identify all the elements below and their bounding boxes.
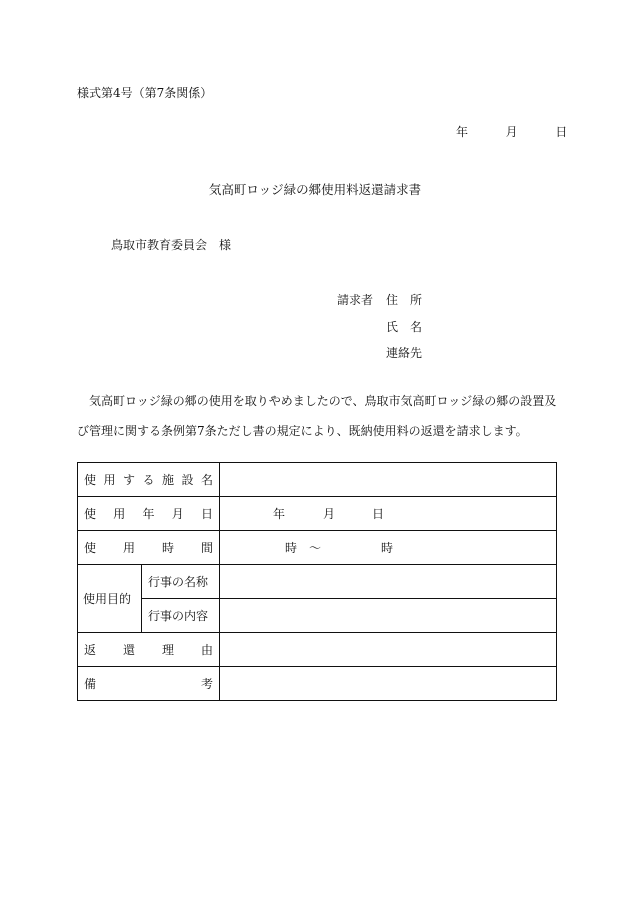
- form-number: 様式第4号（第7条関係）: [77, 86, 213, 100]
- table-row-remarks: [78, 667, 557, 701]
- remarks-label: 備 考: [84, 677, 214, 691]
- facility-label: 使 用 す る 施 設 名: [84, 473, 214, 487]
- table-row-facility: [78, 463, 557, 497]
- requester-label: 請求者: [337, 293, 374, 307]
- remarks-value-cell[interactable]: [220, 667, 557, 701]
- table-row-time: [78, 531, 557, 565]
- table-row-purpose-name: [78, 565, 557, 599]
- purpose-label: 使用目的: [83, 592, 132, 606]
- addressee: 鳥取市教育委員会 様: [111, 238, 232, 252]
- event-name-label-cell: [142, 565, 220, 599]
- document-title: 気高町ロッジ緑の郷使用料返還請求書: [208, 182, 422, 197]
- facility-label-cell: [78, 463, 220, 497]
- date-line: [456, 123, 567, 140]
- info-table: [77, 462, 557, 701]
- requester-contact-label: 連絡先: [386, 346, 423, 360]
- date-label-cell: [78, 497, 220, 531]
- use-date-day: 日: [372, 507, 385, 521]
- remarks-label-cell: [78, 667, 220, 701]
- use-date-month: 月: [323, 507, 336, 521]
- date-label: 使 用 年 月 日: [84, 507, 214, 521]
- time-to: 時: [381, 541, 394, 555]
- reason-label-cell: [78, 633, 220, 667]
- event-content-label-cell: [142, 599, 220, 633]
- use-date-year: 年: [273, 507, 286, 521]
- date-value-cell[interactable]: [220, 497, 557, 531]
- time-value-cell[interactable]: [220, 531, 557, 565]
- purpose-label-cell: [78, 565, 142, 633]
- date-month-label: 月: [505, 125, 518, 139]
- event-content-value-cell[interactable]: [220, 599, 557, 633]
- event-name-value-cell[interactable]: [220, 565, 557, 599]
- requester-address-label: 住 所: [386, 293, 423, 307]
- date-day-label: 日: [555, 125, 568, 139]
- table-row-reason: [78, 633, 557, 667]
- time-label-cell: [78, 531, 220, 565]
- date-year-label: 年: [456, 125, 469, 139]
- time-from: 時 〜: [285, 541, 322, 555]
- table-row-purpose-content: [78, 599, 557, 633]
- facility-value-cell[interactable]: [220, 463, 557, 497]
- requester-name-label: 氏 名: [386, 320, 423, 334]
- event-content-label: 行事の内容: [148, 609, 209, 623]
- reason-value-cell[interactable]: [220, 633, 557, 667]
- time-label: 使 用 時 間: [84, 541, 214, 555]
- reason-label: 返 還 理 由: [84, 643, 214, 657]
- table-row-date: [78, 497, 557, 531]
- event-name-label: 行事の名称: [148, 575, 209, 589]
- body-text: 気高町ロッジ緑の郷の使用を取りやめましたので、鳥取市気高町ロッジ緑の郷の設置及び管理に関する条例第7条ただし書の規定により、既納使用料の返還を請求します。: [77, 394, 557, 438]
